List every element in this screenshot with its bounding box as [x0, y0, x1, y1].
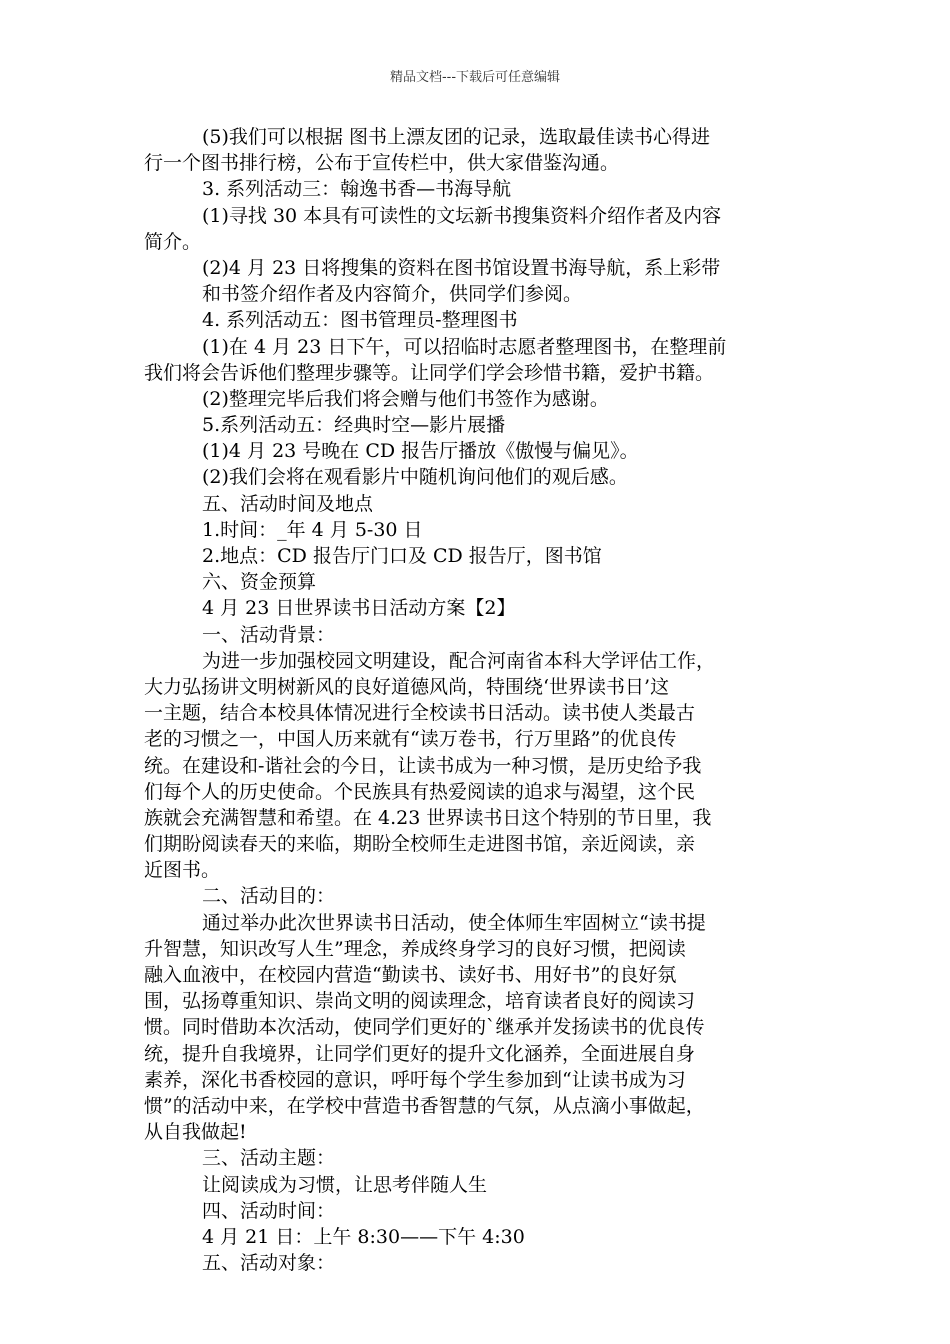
text-line: 六、资金预算	[202, 571, 317, 594]
text-line: (1)在 4 月 23 日下午，可以招临时志愿者整理图书，在整理前	[202, 335, 727, 358]
text-line: 二、活动目的：	[202, 885, 336, 908]
text-line: 惯”的活动中来，在学校中营造书香智慧的气氛，从点滴小事做起，	[144, 1094, 705, 1117]
text-line: 们期盼阅读春天的来临，期盼全校师生走进图书馆，亲近阅读，亲	[144, 833, 696, 856]
text-line: 升智慧，知识改写人生”理念，养成终身学习的良好习惯，把阅读	[144, 937, 686, 960]
text-line: 3. 系列活动三：翰逸书香—书海导航	[202, 178, 512, 201]
text-line: 通过举办此次世界读书日活动，使全体师生牢固树立“读书提	[202, 911, 706, 934]
text-line: 融入血液中，在校园内营造“勤读书、读好书、用好书”的良好氛	[144, 964, 677, 986]
text-line: 从自我做起!	[144, 1121, 247, 1144]
text-line: 近图书。	[144, 859, 221, 882]
text-line: 我们将会告诉他们整理步骤等。让同学们学会珍惜书籍，爱护书籍。	[144, 361, 715, 384]
text-line: 五、活动时间及地点	[202, 492, 374, 515]
text-line: 简介。	[144, 230, 202, 253]
text-line: 围，弘扬尊重知识、崇尚文明的阅读理念，培育读者良好的阅读习	[144, 990, 696, 1013]
text-line: 4. 系列活动五：图书管理员-整理图书	[202, 309, 518, 332]
text-line: 2.地点：CD 报告厅门口及 CD 报告厅，图书馆	[202, 545, 602, 567]
text-line: 和书签介绍作者及内容简介，供同学们参阅。	[202, 283, 583, 306]
text-line: 老的习惯之一，中国人历来就有“读万卷书，行万里路”的优良传	[144, 728, 677, 751]
text-line: 素养，深化书香校园的意识，呼吁每个学生参加到“让读书成为习	[144, 1068, 686, 1091]
text-line: (5)我们可以根据 图书上漂友团的记录，选取最佳读书心得进	[202, 126, 710, 148]
document-body	[144, 124, 808, 1276]
text-line: 一、活动背景：	[202, 623, 336, 646]
text-line: 行一个图书排行榜，公布于宣传栏中，供大家借鉴沟通。	[144, 152, 620, 175]
text-line: (2)4 月 23 日将搜集的资料在图书馆设置书海导航，系上彩带	[202, 256, 721, 279]
text-line: 让阅读成为习惯，让思考伴随人生	[202, 1173, 488, 1196]
text-line: 大力弘扬讲文明树新风的良好道德风尚，特围绕‘世界读书日’这	[144, 675, 670, 698]
text-line: (1)4 月 23 号晚在 CD 报告厅播放《傲慢与偏见》。	[202, 440, 639, 463]
text-line: 惯。同时借助本次活动，使同学们更好的`继承并发扬读书的优良传	[144, 1016, 705, 1039]
text-line: 三、活动主题：	[202, 1147, 336, 1170]
text-line: 统，提升自我境界，让同学们更好的提升文化涵养，全面进展自身	[144, 1042, 696, 1065]
text-line: (2)我们会将在观看影片中随机询问他们的观后感。	[202, 466, 628, 489]
text-line: 4 月 23 日世界读书日活动方案【2】	[202, 597, 516, 620]
text-line: 为进一步加强校园文明建设，配合河南省本科大学评估工作，	[202, 649, 716, 672]
text-line: 一主题，结合本校具体情况进行全校读书日活动。读书使人类最古	[144, 702, 696, 725]
page-header: 精品文档---下载后可任意编辑	[389, 70, 561, 85]
text-line: (1)寻找 30 本具有可读性的文坛新书搜集资料介绍作者及内容	[202, 204, 722, 227]
text-line: 5.系列活动五：经典时空—影片展播	[202, 414, 506, 437]
text-line: 族就会充满智慧和希望。在 4.23 世界读书日这个特别的节日里，我	[144, 806, 712, 829]
text-line: 4 月 21 日：上午 8:30——下午 4:30	[202, 1225, 525, 1248]
text-line: 们每个人的历史使命。个民族具有热爱阅读的追求与渴望，这个民	[144, 780, 696, 803]
text-line: 四、活动时间：	[202, 1199, 336, 1222]
text-line: 五、活动对象：	[202, 1252, 336, 1275]
text-line: 1.时间：_年 4 月 5-30 日	[202, 518, 423, 541]
text-line: (2)整理完毕后我们将会赠与他们书签作为感谢。	[202, 387, 609, 410]
text-line: 统。在建设和-谐社会的今日，让读书成为一种习惯，是历史给予我	[144, 754, 702, 777]
